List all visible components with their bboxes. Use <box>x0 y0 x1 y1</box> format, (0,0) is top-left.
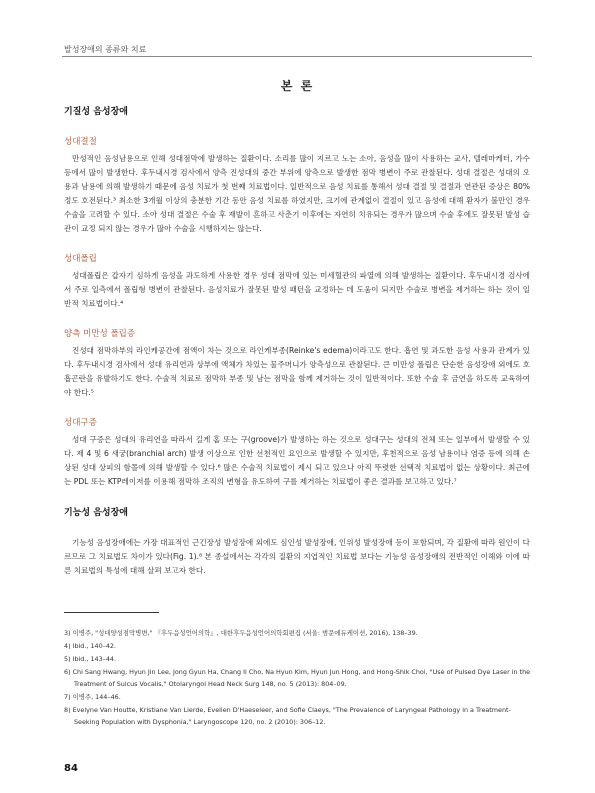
paragraph-sulcus-vocalis: 성대 구증은 성대의 유리연을 따라서 길게 홈 또는 구(groove)가 발생하는 하는 것으로 성대구는 성대의 전체 또는 일부에서 발생할 수 있다. 제 4 및 6 새궁(branchial arch) 발생 이상으로 인한 선천적인 요인으로 발생할 수 있지만, 후천적으로 음성 남용이나 염증 등에 의해 손상된 성대 상피의 함몰에 의해 발생할 수 있다.⁶ 많은 수술적 치료법이 제시 되고 있으나 아직 뚜렷한 선택적 치료법이 없는 상황이다. 최근에는 PDL 또는 KTP레이저를 이용해 점막하 조직의 변형을 유도하여 구를 제거하는 치료법이 좋은 결과를 보고하고 있다.⁷ <box>64 435 530 486</box>
footnote-7: 7) 이병주, 144–46. <box>64 693 121 701</box>
heading-vocal-nodules: 성대결절 <box>64 137 97 147</box>
heading-vocal-polyp: 성대폴립 <box>64 254 97 264</box>
footnote-5: 5) Ibid., 143–44. <box>64 655 117 663</box>
heading-organic-voice-disorder: 기질성 음성장애 <box>64 107 128 117</box>
heading-diffuse-polyposis: 양측 미만성 폴립증 <box>64 329 136 339</box>
paragraph-vocal-polyp: 성대폴립은 갑자기 심하게 음성을 과도하게 사용한 경우 성대 점막에 있는 미세혈관의 파열에 의해 발생하는 질환이다. 후두내시경 검사에서 주로 일측에서 폴립형 병변이 관찰된다. 음성치료가 잘못된 발성 패턴을 교정하는 데 도움이 되지만 수술로 병변을 제거하는 하는 것이 일반적 치료법이다.⁴ <box>64 271 530 308</box>
footnotes <box>64 627 532 729</box>
page-number: 84 <box>64 763 78 774</box>
footnote-6: 6) Chi Sang Hwang, Hyun Jin Lee, Jong Gyun Ha, Chang Il Cho, Na Hyun Kim, Hyun Jun Hong, and Hong-Shik Choi, "Use of Pulsed Dye Laser in the Treatment of Sulcus Vocalis," Otolaryngol Head Neck Surg 148, no. 5 (2013): 804–09. <box>64 668 531 688</box>
footnote-4: 4) Ibid., 140–42. <box>64 642 117 650</box>
paragraph-vocal-nodules: 만성적인 음성남용으로 인해 성대점막에 발생하는 질환이다. 소리를 많이 지르고 노는 소아, 음성을 많이 사용하는 교사, 텔레마케터, 가수 등에서 많이 발생한다. 후두내시경 검사에서 양측 진성대의 중간 부위에 양측으로 발생한 점막 병변이 주로 관찰된다. 성대 결절은 성대의 오용과 남용에 의해 발생하기 때문에 음성 치료가 첫 번째 치료법이다. 일반적으로 음성 치료를 통해서 성대 결절 및 결절과 연관된 증상은 80% 정도 호전된다.³ 최소한 3개월 이상의 충분한 기간 동안 음성 치료를 하였지만, 크기에 관계없이 결절이 있고 음성에 대해 환자가 불만인 경우 수술을 고려할 수 있다. 소아 성대 결절은 수술 후 재발이 흔하고 사춘기 이후에는 자연히 치유되는 경우가 많으며 수술 후에도 잘못된 발성 습관이 교정 되지 않는 경우가 많아 수술을 시행하지는 않는다. <box>64 154 531 233</box>
footnote-8: 8) Evelyne Van Houtte, Kristiane Van Lierde, Evelien D'Haeseleer, and Sofie Claeys, "The Prevalence of Laryngeal Pathology in a Treatment-Seeking Population with Dysphonia," Laryngoscope 120, no. 2 (2010): 306–12. <box>64 706 511 726</box>
running-head: 발성장애의 종류와 치료 <box>64 45 147 54</box>
paragraph-functional-voice-disorder: 기능성 음성장애에는 가장 대표적인 근긴장성 발성장애 외에도 심인성 발성장애, 인위성 발성장애 등이 포함되며, 각 질환에 따라 원인이 다르므로 그 치료법도 차이가 있다(Fig. 1).⁸ 본 종설에서는 각각의 질환의 지엽적인 치료법 보다는 기능성 음성장애의 전반적인 이해와 이에 따른 치료법의 특성에 대해 살펴 보고자 한다. <box>64 538 530 575</box>
heading-functional-voice-disorder: 기능성 음성장애 <box>64 508 128 518</box>
heading-sulcus-vocalis: 성대구증 <box>64 418 97 428</box>
main-content <box>64 104 530 578</box>
header-divider <box>62 56 532 57</box>
footnote-divider <box>64 612 159 613</box>
paragraph-diffuse-polyposis: 진성대 점막하부의 라인케공간에 점액이 차는 것으로 라인케부종(Reinke's edema)이라고도 한다. 흡연 및 과도한 음성 사용과 관계가 있다. 후두내시경 검사에서 성대 유리연과 상부에 액체가 차있는 물주머니가 양측성으로 관찰된다. 큰 미만성 폴립은 단순한 음성장애 외에도 호흡곤란을 유발하기도 한다. 수술적 치료로 점막하 부종 및 남는 점막을 함께 제거하는 것이 일반적이다. 또한 수술 후 금연을 하도록 교육하여야 한다.⁵ <box>64 346 530 397</box>
footnote-3: 3) 이병주, "성대양성점막병변," 『후두음성언어의학』, 대한후두음성언어의학회편집 (서울: 범문에듀케이션, 2016), 138–39. <box>64 629 418 637</box>
section-title: 본 론 <box>280 79 315 93</box>
